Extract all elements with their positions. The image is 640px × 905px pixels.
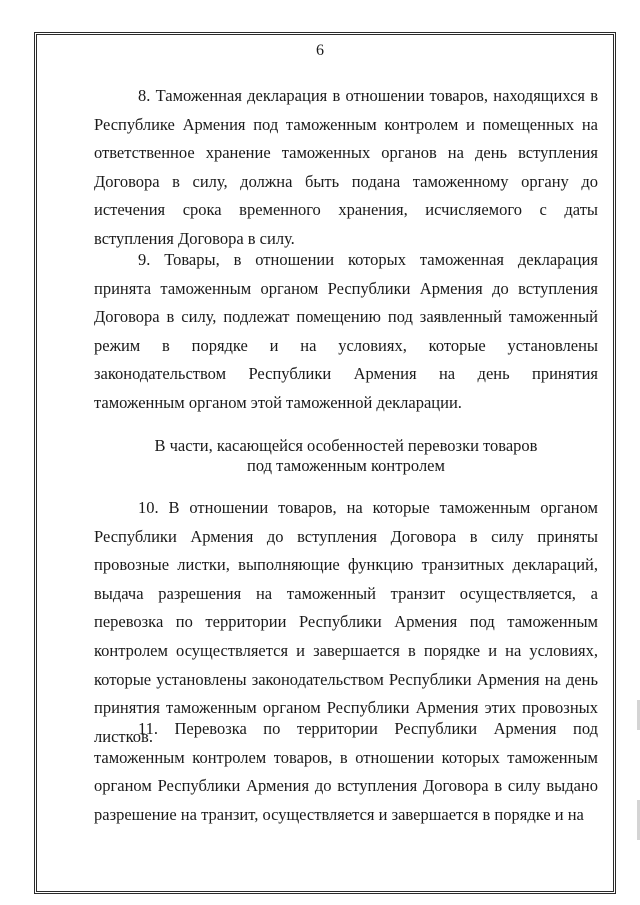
paragraph-10: 10. В отношении товаров, на которые таможенным органом Республики Армения до вступления Договора в силу приняты провозные листки, выполняющие функцию транзитных деклараций, выдача разрешения на таможенный транзит осуществляется, а перевозка по территории Республики Армения под таможенным контролем осуществляется и завершается в порядке и на условиях, которые установлены законодательством Республики Армения на день принятия таможенным органом Республики Армения этих провозных листков. — [94, 498, 598, 746]
page-number: 6 — [316, 42, 324, 59]
section-heading-line-1: В части, касающейся особенностей перевозки товаров — [154, 436, 538, 455]
section-heading-line-2: под таможенным контролем — [247, 456, 445, 475]
section-heading — [94, 436, 598, 476]
paragraph-8: 8. Таможенная декларация в отношении товаров, находящихся в Республике Армения под таможенным контролем и помещенных на ответственное хранение таможенных органов на день вступления Договора в силу, должна быть подана таможенному органу до истечения срока временного хранения, исчисляемого с даты вступления Договора в силу. — [94, 86, 598, 248]
paragraph-9: 9. Товары, в отношении которых таможенная декларация принята таможенным органом Республики Армения до вступления Договора в силу, подлежат помещению под заявленный таможенный режим в порядке и на условиях, которые установлены законодательством Республики Армения на день принятия таможенным органом этой таможенной декларации. — [94, 250, 598, 412]
paragraph-11: 11. Перевозка по территории Республики Армения под таможенным контролем товаров, в отношении которых таможенным органом Республики Армения до вступления Договора в силу выдано разрешение на транзит, осуществляется и завершается в порядке и на — [94, 719, 598, 824]
